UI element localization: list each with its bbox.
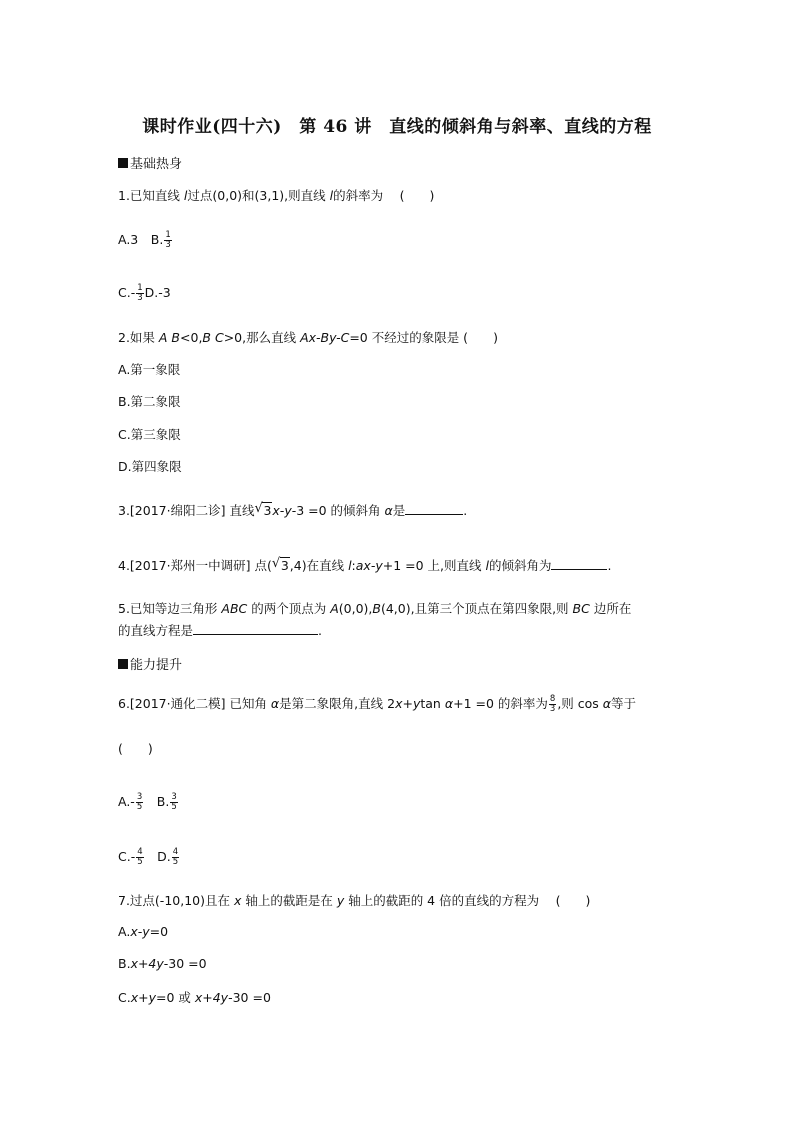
q1-var-l: l: [183, 188, 188, 203]
section-square-icon: [118, 158, 128, 168]
question-5-line-1: [118, 599, 631, 617]
fraction-numerator: 3: [136, 792, 143, 802]
q6-alpha: α: [270, 696, 280, 711]
q5-var-abc: ABC: [221, 601, 248, 616]
q4-text-a: 4.[2017·郑州一中调研] 点(: [118, 558, 272, 573]
fraction-numerator: 1: [137, 283, 143, 293]
q2-text-a: 2.如果: [118, 330, 159, 345]
question-3: [118, 501, 467, 519]
q7-var-x: x: [233, 893, 242, 908]
q1-text-b: 过点(0,0)和(3,1),则直线: [187, 188, 330, 203]
q6-var-y: y: [412, 696, 421, 711]
q6-alpha-2: α: [444, 696, 454, 711]
fraction-denominator: 3: [165, 240, 171, 250]
q1-option-c: C.-: [118, 285, 136, 300]
sqrt-icon: √: [254, 501, 263, 516]
q5-var-bc: BC: [572, 601, 590, 616]
q1-options-ab: [118, 230, 173, 250]
q5-var-b: B: [372, 601, 381, 616]
q6-option-a-fraction: [136, 793, 143, 812]
q2-option-a: A.第一象限: [118, 362, 181, 377]
fraction-denominator: 5: [172, 857, 179, 867]
q7-option-b-label: B.: [118, 956, 131, 971]
q6-slope-fraction: [549, 695, 556, 714]
question-2: [118, 328, 498, 346]
sqrt-radicand: 3: [280, 558, 289, 573]
q5-answer-blank[interactable]: [193, 624, 318, 635]
fraction-denominator: 3: [137, 293, 143, 303]
question-4: [118, 556, 611, 574]
q2-var-bc: B C: [202, 330, 224, 345]
q7-option-c-mid: =0 或: [155, 990, 195, 1005]
q2-equation: Ax-By-C: [300, 330, 350, 345]
q4-text-e: 的倾斜角为: [488, 558, 552, 573]
q5-text-line2: 的直线方程是: [118, 623, 194, 638]
q1-var-l2: l: [329, 188, 334, 203]
q1-option-b-fraction: [164, 231, 171, 250]
q2-text-c: >0,那么直线: [223, 330, 301, 345]
q4-sqrt: [272, 558, 290, 573]
q6-text-b: 是第二象限角,直线 2: [279, 696, 396, 711]
q6-options-cd: [118, 847, 180, 867]
q1-text-a: 1.已知直线: [118, 188, 184, 203]
q3-sqrt: [254, 503, 272, 518]
q6-option-c: C.-: [118, 849, 136, 864]
page-title: 课时作业(四十六) 第 46 讲 直线的倾斜角与斜率、直线的方程: [142, 117, 652, 137]
q7-text-c: 轴上的截距的 4 倍的直线的方程为 ( ): [344, 893, 591, 908]
q7-option-b-post: -30 =0: [163, 956, 207, 971]
q1-option-a: A.3 B.: [118, 232, 164, 247]
q4-text-b: ,4)在直线: [289, 558, 349, 573]
q4-var-l2: l: [485, 558, 489, 573]
q7-option-c-eq2: x+4y: [194, 990, 229, 1005]
q6-option-a: A.-: [118, 794, 135, 809]
q6-option-b: B.: [144, 794, 170, 809]
q7-option-a: [118, 924, 168, 939]
q5-text-c: (0,0),: [338, 601, 373, 616]
q5-text-b: 的两个顶点为: [247, 601, 331, 616]
q7-option-b-eq: x+4y: [130, 956, 164, 971]
q6-text-g: 等于: [611, 696, 637, 711]
q7-option-b: [118, 956, 207, 971]
fraction-numerator: 4: [137, 847, 143, 857]
q3-text-d: .: [463, 503, 468, 518]
fraction-numerator: 4: [172, 847, 179, 857]
q7-option-a-post: =0: [149, 924, 169, 939]
q6-option-d: D.: [144, 849, 171, 864]
question-7: [118, 891, 590, 909]
q5-var-a: A: [330, 601, 339, 616]
q4-text-f: .: [607, 558, 612, 573]
q7-option-c-label: C.: [118, 990, 131, 1005]
q7-option-a-eq: x-y: [130, 924, 150, 939]
q7-option-a-label: A.: [118, 924, 131, 939]
question-1: [118, 186, 434, 204]
q1-text-c: 的斜率为 ( ): [333, 188, 435, 203]
q1-option-d: D.-3: [144, 285, 171, 300]
q3-answer-blank[interactable]: [405, 504, 463, 515]
fraction-numerator: 3: [171, 792, 177, 802]
q3-alpha: α: [384, 503, 393, 518]
q7-text-a: 7.过点(-10,10)且在: [118, 893, 234, 908]
q6-text-f: ,则 cos: [557, 696, 603, 711]
q5-text-a: 5.已知等边三角形: [118, 601, 222, 616]
section-square-icon: [118, 659, 128, 669]
q6-option-b-fraction: [170, 793, 177, 812]
q6-answer-paren: ( ): [118, 741, 153, 756]
question-6: [118, 694, 636, 714]
q6-text-d: tan: [420, 696, 445, 711]
q6-text-c: +: [402, 696, 413, 711]
q5-text-end: .: [318, 623, 322, 638]
q5-text-e: 边所在: [589, 601, 632, 616]
fraction-numerator: 8: [549, 694, 556, 704]
fraction-denominator: 5: [137, 857, 143, 867]
sqrt-radicand: 3: [263, 503, 272, 518]
q6-var-x: x: [395, 696, 403, 711]
q6-text-a: 6.[2017·通化二模] 已知角: [118, 696, 271, 711]
q7-var-y: y: [336, 893, 345, 908]
q4-equation: ax-y: [355, 558, 383, 573]
q2-text-d: =0 不经过的象限是 ( ): [349, 330, 498, 345]
q4-var-l: l: [348, 558, 352, 573]
fraction-numerator: 1: [165, 230, 171, 240]
q2-var-ab: A B: [158, 330, 181, 345]
section-basic-label: 基础热身: [130, 157, 183, 172]
section-advanced: [118, 654, 182, 673]
q3-text-a: 3.[2017·绵阳二诊] 直线: [118, 503, 255, 518]
q7-option-c: [118, 988, 271, 1006]
q6-options-ab: [118, 792, 179, 812]
q3-vars: x-y: [272, 503, 292, 518]
q4-text-c: :: [351, 558, 356, 573]
q3-text-b: -3 =0 的倾斜角: [291, 503, 385, 518]
fraction-denominator: 5: [136, 802, 143, 812]
q3-text-c: 是: [392, 503, 406, 518]
q6-option-c-fraction: [136, 848, 143, 867]
q1-options-cd: [118, 284, 171, 303]
q7-option-c-eq1: x+y: [130, 990, 156, 1005]
q1-option-c-fraction: [136, 284, 143, 303]
question-5-line-2: [118, 621, 322, 639]
sqrt-icon: √: [271, 556, 281, 571]
q7-option-c-post: -30 =0: [228, 990, 271, 1005]
q2-option-b: B.第二象限: [118, 394, 181, 409]
q5-text-d: (4,0),且第三个顶点在第四象限,则: [380, 601, 573, 616]
section-advanced-label: 能力提升: [130, 658, 183, 673]
fraction-denominator: 5: [171, 802, 177, 812]
q7-text-b: 轴上的截距是在: [241, 893, 337, 908]
section-basic: [118, 153, 182, 172]
q6-alpha-3: α: [602, 696, 612, 711]
q4-answer-blank[interactable]: [551, 559, 607, 570]
q6-text-e: +1 =0 的斜率为: [453, 696, 548, 711]
q2-option-d: D.第四象限: [118, 459, 182, 474]
q2-text-b: <0,: [180, 330, 203, 345]
q2-option-c: C.第三象限: [118, 427, 181, 442]
q4-text-d: +1 =0 上,则直线: [382, 558, 486, 573]
q6-option-d-fraction: [172, 848, 179, 867]
fraction-denominator: 3: [549, 704, 556, 714]
